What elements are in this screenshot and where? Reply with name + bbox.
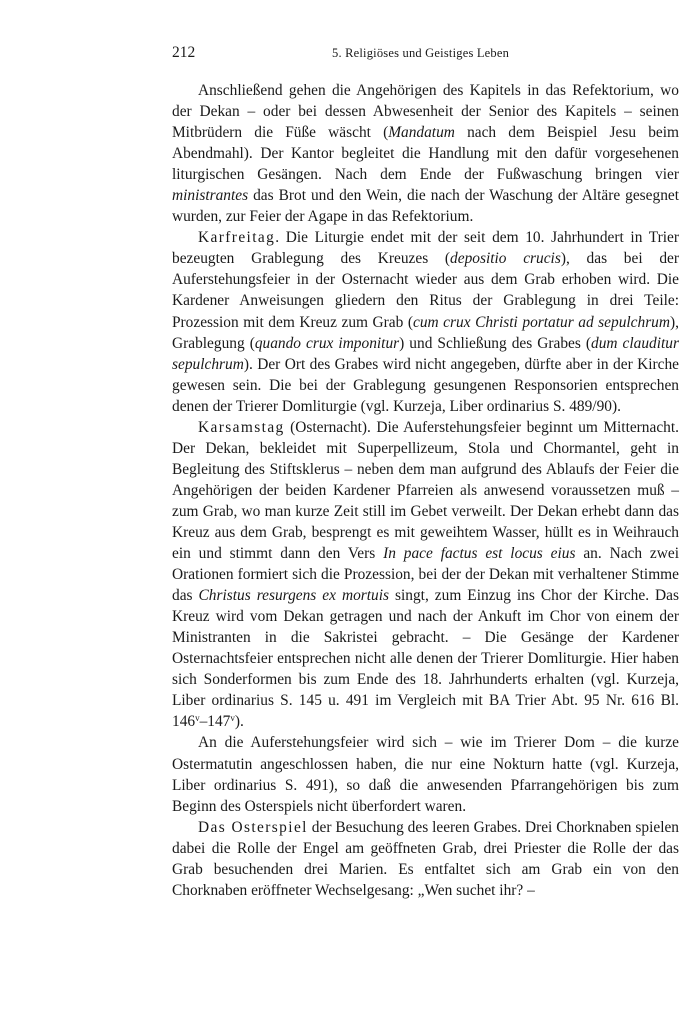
text-run: ), das bei der Auferstehungsfeier in der Osternacht wieder aus dem Grab erhoben wird. Die Kardener Anweisungen gliedern den Ritus der Grablegung in drei Teile: Prozession mit dem Kreuz zum Grab ( [172,250,679,331]
paragraph-refektorium [172,80,679,227]
text-run: der Besuchung des leeren Grabes. Drei Chorknaben spielen dabei die Rolle der Engel am geöffneten Grab, drei Priester die Rolle der das Grab besuchenden drei Marien. Es entfaltet sich am Grab ein von den Chorknaben eröffneter Wechselgesang: „Wen suchet ihr? – [172,818,679,899]
text-run: ), Grablegung ( [172,313,679,352]
text-run: –147 [199,713,231,731]
section-label: Karfreitag [198,229,276,247]
section-label: Karsamstag [198,418,285,436]
paragraph-karsamstag [172,417,679,733]
text-run: (Osternacht). Die Auferstehungsfeier beginnt um Mitternacht. Der Dekan, bekleidet mit Superpellizeum, Stola und Chormantel, geht in Begleitung des Stiftsklerus – neben dem man aufgrund des Ablaufs der Feier die Angehörigen der beiden Kardener Pfarreien als anwesend voraussetzen muß – zum Grab, wo man kurze Zeit still im Gebet verweilt. Der Dekan erhebt dann das Kreuz aus dem Grab, besprengt es mit geweihtem Wasser, hüllt es in Weihrauch ein und stimmt dann den Vers [172,418,679,563]
text-run: singt, zum Einzug ins Chor der Kirche. Das Kreuz wird vom Dekan getragen und nach der Ankuft im Chor von einem der Ministranten in die Sakristei gebracht. – Die Gesänge der Kardener Osternachtsfeier entsprechen nicht alle denen der Trierer Domliturgie. Hier haben sich Sonderformen bis zum Ende des 18. Jahrhunderts erhalten (vgl. Kurzeja, Liber ordinarius S. 145 u. 491 im Vergleich mit BA Trier Abt. 95 Nr. 616 Bl. 146 [172,587,679,731]
italic-term: quando crux imponitur [254,334,400,352]
page-header [172,44,679,66]
italic-term: Mandatum [388,124,455,142]
section-label: Das Osterspiel [198,818,308,836]
italic-term: ministrantes [172,187,249,205]
paragraph-osterspiel [172,817,679,901]
italic-term: In pace factus est locus eius [383,545,576,563]
italic-term: depositio crucis [450,250,561,268]
text-run: . Die Liturgie endet mit der seit dem 10. Jahrhundert in Trier bezeugten Grablegung des Kreuzes ( [172,229,679,268]
text-run: ). Der Ort des Grabes wird nicht angegeben, dürfte aber in der Kirche gewesen sein. Die bei der Grablegung gesungenen Responsorien entsprechen denen der Trierer Domliturgie (vgl. Kurzeja, Liber ordinarius S. 489/90). [172,355,679,415]
italic-term: Christus resurgens ex mortuis [198,587,389,605]
text-run: Anschließend gehen die Angehörigen des Kapitels in das Refektorium, wo der Dekan – oder bei dessen Abwesenheit der Senior des Kapitels – seinen Mitbrüdern die Füße wäscht ( [172,82,679,142]
italic-term: cum crux Christi portatur ad sepulchrum [412,313,670,331]
paragraph-karfreitag [172,227,679,416]
page-number: 212 [172,44,196,61]
body-text [172,80,679,901]
text-run: an. Nach zwei Orationen formiert sich die Prozession, bei der der Dekan mit verhaltener Stimme das [172,545,679,605]
running-head: 5. Religiöses und Geistiges Leben [332,46,510,60]
folio-superscript: v [230,713,235,724]
folio-superscript: v [195,713,200,724]
text-run: ) und Schließung des Grabes ( [399,334,592,352]
text-run: An die Auferstehungsfeier wird sich – wie im Trierer Dom – die kurze Ostermatutin angeschlossen haben, die nur eine Nokturn hatte (vgl. Kurzeja, Liber ordinarius S. 491), so daß die anwesenden Pfarrangehörigen bis zum Beginn des Osterspiels nicht überfordert waren. [172,734,679,815]
text-run: nach dem Beispiel Jesu beim Abendmahl). Der Kantor begleitet die Handlung mit den dafür vorgesehenen liturgischen Gesängen. Nach dem Ende der Fußwaschung bringen vier [172,124,679,184]
paragraph-ostermatutin [172,732,679,816]
italic-term: dum clauditur sepulchrum [172,334,679,373]
text-run: das Brot und den Wein, die nach der Waschung der Altäre gesegnet wurden, zur Feier der Agape in das Refektorium. [172,187,679,226]
text-run: ). [234,713,244,731]
